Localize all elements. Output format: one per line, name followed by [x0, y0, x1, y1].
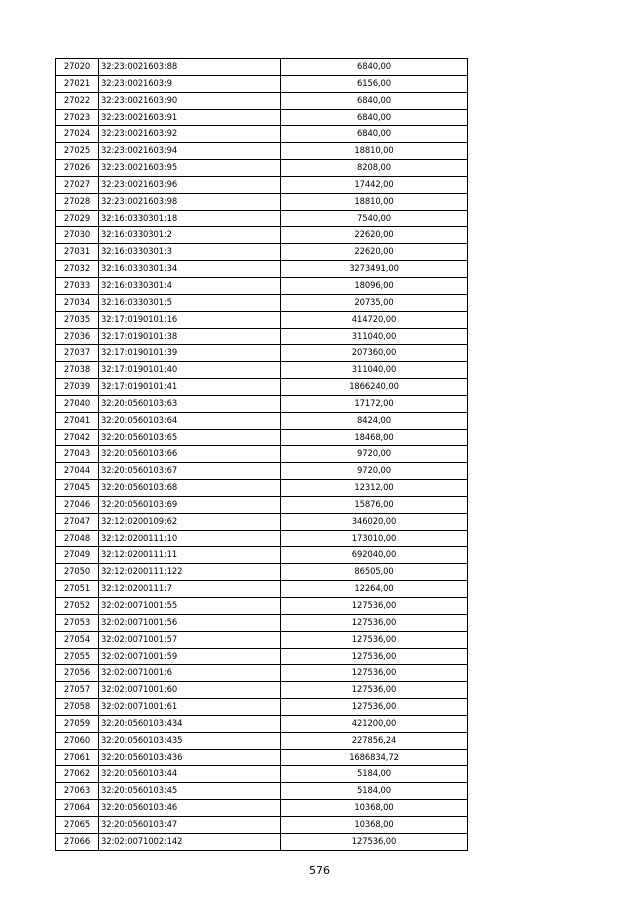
cadastral-number-cell: 32:23:0021603:91 — [99, 109, 281, 126]
cadastral-number-cell: 32:20:0560103:68 — [99, 480, 281, 497]
table-row — [56, 210, 468, 227]
row-number-cell: 27039 — [56, 379, 99, 396]
value-cell: 18810,00 — [281, 143, 468, 160]
cadastral-number-cell: 32:23:0021603:90 — [99, 92, 281, 109]
row-number-cell: 27033 — [56, 277, 99, 294]
cadastral-number-cell: 32:20:0560103:64 — [99, 412, 281, 429]
value-cell: 17172,00 — [281, 395, 468, 412]
value-cell: 127536,00 — [281, 665, 468, 682]
value-cell: 86505,00 — [281, 564, 468, 581]
row-number-cell: 27028 — [56, 193, 99, 210]
cadastral-number-cell: 32:12:0200111:7 — [99, 581, 281, 598]
table-row — [56, 429, 468, 446]
table-row — [56, 345, 468, 362]
table-row — [56, 783, 468, 800]
cadastral-number-cell: 32:02:0071001:60 — [99, 682, 281, 699]
cadastral-number-cell: 32:23:0021603:98 — [99, 193, 281, 210]
table-body — [56, 59, 468, 851]
table-row — [56, 530, 468, 547]
table-row — [56, 766, 468, 783]
value-cell: 173010,00 — [281, 530, 468, 547]
cadastral-number-cell: 32:20:0560103:66 — [99, 446, 281, 463]
value-cell: 12264,00 — [281, 581, 468, 598]
cadastral-number-cell: 32:02:0071001:56 — [99, 614, 281, 631]
value-cell: 127536,00 — [281, 598, 468, 615]
cadastral-number-cell: 32:20:0560103:69 — [99, 496, 281, 513]
cadastral-number-cell: 32:20:0560103:44 — [99, 766, 281, 783]
table-row — [56, 244, 468, 261]
value-cell: 9720,00 — [281, 446, 468, 463]
table-row — [56, 92, 468, 109]
row-number-cell: 27047 — [56, 513, 99, 530]
row-number-cell: 27059 — [56, 715, 99, 732]
cadastral-number-cell: 32:02:0071001:6 — [99, 665, 281, 682]
cadastral-number-cell: 32:16:0330301:5 — [99, 294, 281, 311]
value-cell: 414720,00 — [281, 311, 468, 328]
table-row — [56, 109, 468, 126]
value-cell: 22620,00 — [281, 244, 468, 261]
cadastral-number-cell: 32:02:0071002:142 — [99, 833, 281, 850]
table-row — [56, 749, 468, 766]
table-row — [56, 463, 468, 480]
value-cell: 8424,00 — [281, 412, 468, 429]
cadastral-number-cell: 32:23:0021603:95 — [99, 160, 281, 177]
row-number-cell: 27037 — [56, 345, 99, 362]
value-cell: 1686834,72 — [281, 749, 468, 766]
value-cell: 8208,00 — [281, 160, 468, 177]
table-row — [56, 598, 468, 615]
row-number-cell: 27032 — [56, 261, 99, 278]
row-number-cell: 27024 — [56, 126, 99, 143]
cadastral-number-cell: 32:02:0071001:61 — [99, 699, 281, 716]
row-number-cell: 27030 — [56, 227, 99, 244]
cadastral-number-cell: 32:16:0330301:18 — [99, 210, 281, 227]
value-cell: 1866240,00 — [281, 379, 468, 396]
table-row — [56, 480, 468, 497]
row-number-cell: 27020 — [56, 59, 99, 76]
row-number-cell: 27021 — [56, 75, 99, 92]
cadastral-number-cell: 32:20:0560103:436 — [99, 749, 281, 766]
row-number-cell: 27058 — [56, 699, 99, 716]
row-number-cell: 27023 — [56, 109, 99, 126]
table-row — [56, 160, 468, 177]
value-cell: 127536,00 — [281, 631, 468, 648]
cadastral-number-cell: 32:12:0200111:122 — [99, 564, 281, 581]
row-number-cell: 27055 — [56, 648, 99, 665]
table-row — [56, 547, 468, 564]
table-row — [56, 564, 468, 581]
row-number-cell: 27062 — [56, 766, 99, 783]
cadastral-number-cell: 32:20:0560103:435 — [99, 732, 281, 749]
value-cell: 20735,00 — [281, 294, 468, 311]
table-row — [56, 648, 468, 665]
table-row — [56, 816, 468, 833]
cadastral-number-cell: 32:02:0071001:55 — [99, 598, 281, 615]
value-cell: 421200,00 — [281, 715, 468, 732]
value-cell: 22620,00 — [281, 227, 468, 244]
value-cell: 12312,00 — [281, 480, 468, 497]
row-number-cell: 27045 — [56, 480, 99, 497]
table-row — [56, 800, 468, 817]
cadastral-number-cell: 32:17:0190101:38 — [99, 328, 281, 345]
row-number-cell: 27040 — [56, 395, 99, 412]
value-cell: 311040,00 — [281, 362, 468, 379]
cadastral-number-cell: 32:12:0200111:10 — [99, 530, 281, 547]
cadastral-number-cell: 32:12:0200109:62 — [99, 513, 281, 530]
table-row — [56, 379, 468, 396]
table-row — [56, 75, 468, 92]
value-cell: 127536,00 — [281, 833, 468, 850]
value-cell: 6156,00 — [281, 75, 468, 92]
table-row — [56, 513, 468, 530]
value-cell: 227856,24 — [281, 732, 468, 749]
value-cell: 5184,00 — [281, 783, 468, 800]
table-row — [56, 715, 468, 732]
row-number-cell: 27046 — [56, 496, 99, 513]
cadastral-number-cell: 32:23:0021603:9 — [99, 75, 281, 92]
row-number-cell: 27052 — [56, 598, 99, 615]
row-number-cell: 27031 — [56, 244, 99, 261]
value-cell: 346020,00 — [281, 513, 468, 530]
value-cell: 127536,00 — [281, 699, 468, 716]
value-cell: 17442,00 — [281, 176, 468, 193]
cadastral-number-cell: 32:17:0190101:41 — [99, 379, 281, 396]
value-cell: 6840,00 — [281, 109, 468, 126]
value-cell: 10368,00 — [281, 800, 468, 817]
row-number-cell: 27065 — [56, 816, 99, 833]
table-row — [56, 126, 468, 143]
row-number-cell: 27022 — [56, 92, 99, 109]
row-number-cell: 27043 — [56, 446, 99, 463]
cadastral-number-cell: 32:12:0200111:11 — [99, 547, 281, 564]
cadastral-number-cell: 32:20:0560103:47 — [99, 816, 281, 833]
value-cell: 15876,00 — [281, 496, 468, 513]
table-row — [56, 227, 468, 244]
row-number-cell: 27054 — [56, 631, 99, 648]
cadastral-number-cell: 32:17:0190101:39 — [99, 345, 281, 362]
row-number-cell: 27066 — [56, 833, 99, 850]
table-row — [56, 261, 468, 278]
value-cell: 18468,00 — [281, 429, 468, 446]
cadastral-number-cell: 32:23:0021603:92 — [99, 126, 281, 143]
table-row — [56, 631, 468, 648]
table-row — [56, 833, 468, 850]
cadastral-number-cell: 32:20:0560103:63 — [99, 395, 281, 412]
row-number-cell: 27056 — [56, 665, 99, 682]
table-row — [56, 682, 468, 699]
value-cell: 692040,00 — [281, 547, 468, 564]
value-cell: 5184,00 — [281, 766, 468, 783]
table-row — [56, 277, 468, 294]
cadastral-number-cell: 32:16:0330301:4 — [99, 277, 281, 294]
value-cell: 10368,00 — [281, 816, 468, 833]
cadastral-number-cell: 32:20:0560103:434 — [99, 715, 281, 732]
value-cell: 18810,00 — [281, 193, 468, 210]
value-cell: 18096,00 — [281, 277, 468, 294]
cadastral-number-cell: 32:17:0190101:16 — [99, 311, 281, 328]
row-number-cell: 27041 — [56, 412, 99, 429]
cadastral-number-cell: 32:20:0560103:45 — [99, 783, 281, 800]
row-number-cell: 27036 — [56, 328, 99, 345]
row-number-cell: 27053 — [56, 614, 99, 631]
value-cell: 7540,00 — [281, 210, 468, 227]
row-number-cell: 27034 — [56, 294, 99, 311]
row-number-cell: 27061 — [56, 749, 99, 766]
row-number-cell: 27044 — [56, 463, 99, 480]
table-row — [56, 496, 468, 513]
value-cell: 207360,00 — [281, 345, 468, 362]
row-number-cell: 27026 — [56, 160, 99, 177]
cadastral-number-cell: 32:20:0560103:67 — [99, 463, 281, 480]
cadastral-number-cell: 32:23:0021603:96 — [99, 176, 281, 193]
value-cell: 127536,00 — [281, 614, 468, 631]
value-cell: 6840,00 — [281, 126, 468, 143]
row-number-cell: 27057 — [56, 682, 99, 699]
row-number-cell: 27049 — [56, 547, 99, 564]
table-row — [56, 328, 468, 345]
value-cell: 127536,00 — [281, 682, 468, 699]
row-number-cell: 27027 — [56, 176, 99, 193]
cadastral-number-cell: 32:20:0560103:46 — [99, 800, 281, 817]
row-number-cell: 27063 — [56, 783, 99, 800]
cadastral-number-cell: 32:16:0330301:34 — [99, 261, 281, 278]
table-row — [56, 412, 468, 429]
row-number-cell: 27060 — [56, 732, 99, 749]
cadastral-number-cell: 32:20:0560103:65 — [99, 429, 281, 446]
table-row — [56, 176, 468, 193]
table-row — [56, 59, 468, 76]
table-row — [56, 311, 468, 328]
row-number-cell: 27064 — [56, 800, 99, 817]
row-number-cell: 27038 — [56, 362, 99, 379]
table-row — [56, 732, 468, 749]
table-row — [56, 581, 468, 598]
table-row — [56, 362, 468, 379]
cadastral-value-table — [55, 58, 468, 851]
row-number-cell: 27048 — [56, 530, 99, 547]
row-number-cell: 27042 — [56, 429, 99, 446]
value-cell: 3273491,00 — [281, 261, 468, 278]
cadastral-number-cell: 32:02:0071001:57 — [99, 631, 281, 648]
table-row — [56, 446, 468, 463]
row-number-cell: 27029 — [56, 210, 99, 227]
table-row — [56, 193, 468, 210]
value-cell: 6840,00 — [281, 92, 468, 109]
table-row — [56, 395, 468, 412]
cadastral-number-cell: 32:16:0330301:2 — [99, 227, 281, 244]
row-number-cell: 27025 — [56, 143, 99, 160]
value-cell: 9720,00 — [281, 463, 468, 480]
value-cell: 311040,00 — [281, 328, 468, 345]
row-number-cell: 27050 — [56, 564, 99, 581]
value-cell: 6840,00 — [281, 59, 468, 76]
value-cell: 127536,00 — [281, 648, 468, 665]
cadastral-number-cell: 32:17:0190101:40 — [99, 362, 281, 379]
row-number-cell: 27051 — [56, 581, 99, 598]
table-row — [56, 665, 468, 682]
table-row — [56, 614, 468, 631]
cadastral-number-cell: 32:23:0021603:88 — [99, 59, 281, 76]
cadastral-number-cell: 32:02:0071001:59 — [99, 648, 281, 665]
cadastral-number-cell: 32:23:0021603:94 — [99, 143, 281, 160]
table-row — [56, 143, 468, 160]
table-row — [56, 699, 468, 716]
cadastral-number-cell: 32:16:0330301:3 — [99, 244, 281, 261]
row-number-cell: 27035 — [56, 311, 99, 328]
page-number: 576 — [309, 864, 330, 877]
table-row — [56, 294, 468, 311]
